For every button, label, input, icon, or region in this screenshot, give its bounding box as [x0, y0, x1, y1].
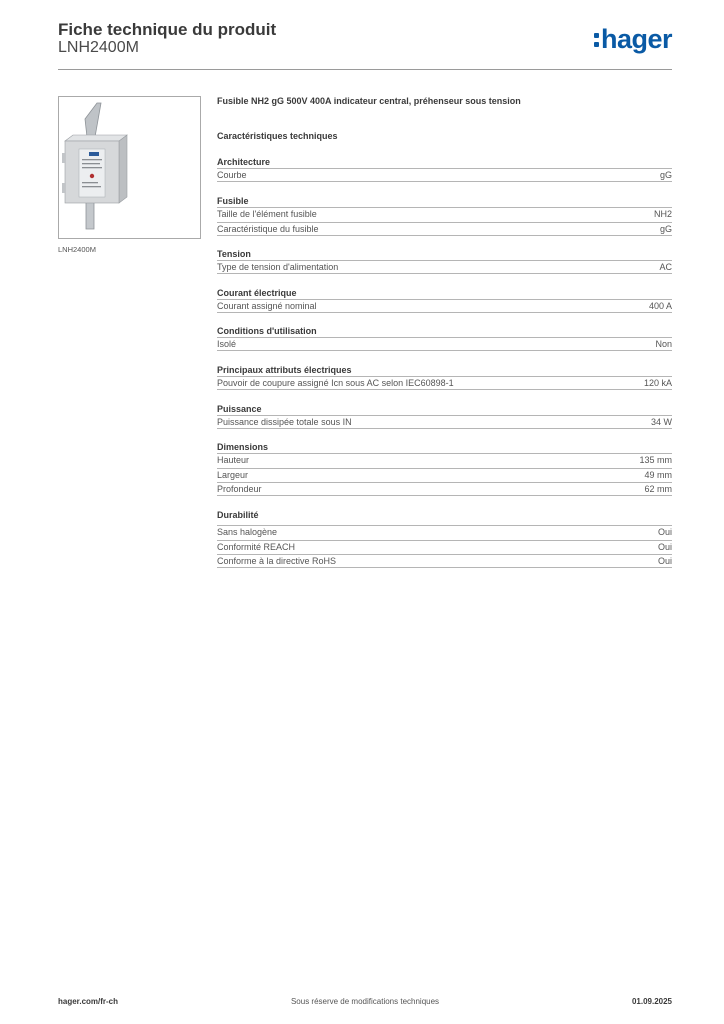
spec-label: Sans halogène: [217, 527, 278, 537]
spec-group-title: Courant électrique: [217, 288, 297, 298]
spec-value: NH2: [653, 209, 672, 219]
spec-row: [217, 554, 672, 568]
spec-group-title: Durabilité: [217, 510, 259, 520]
spec-value: 34 W: [650, 417, 672, 427]
spec-row: [217, 260, 672, 274]
footer-notice: Sous réserve de modifications techniques: [290, 997, 440, 1006]
spec-label: Pouvoir de coupure assigné Icn sous AC selon IEC60898-1: [217, 378, 454, 388]
spec-label: Caractéristique du fusible: [217, 223, 319, 234]
spec-value: 400 A: [648, 301, 672, 311]
logo-text: hager: [600, 24, 672, 54]
spec-group-title: Principaux attributs électriques: [217, 365, 352, 375]
spec-value: 135 mm: [639, 455, 672, 465]
product-description: Fusible NH2 gG 500V 400A indicateur central, préhenseur sous tension: [217, 96, 521, 106]
spec-group-title: Architecture: [217, 157, 271, 167]
page-title: Fiche technique du produit: [58, 20, 277, 39]
logo-dots-icon: [594, 24, 600, 54]
spec-label: Taille de l'élément fusible: [217, 209, 317, 219]
product-reference: LNH2400M: [58, 39, 139, 56]
spec-row: [217, 525, 672, 539]
spec-label: Courant assigné nominal: [217, 301, 317, 311]
spec-row: [217, 168, 672, 182]
spec-row: [217, 222, 672, 236]
spec-label: Type de tension d'alimentation: [217, 262, 339, 272]
spec-value: gG: [659, 223, 672, 234]
spec-label: Conforme à la directive RoHS: [217, 556, 337, 566]
spec-group-title: Fusible: [217, 196, 249, 206]
spec-label: Profondeur: [217, 484, 262, 494]
spec-label: Puissance dissipée totale sous IN: [217, 417, 352, 427]
spec-label: Hauteur: [217, 455, 250, 465]
spec-group-title: Puissance: [217, 404, 262, 414]
spec-value: 120 kA: [643, 378, 672, 388]
spec-value: Oui: [657, 541, 672, 552]
spec-value: Oui: [657, 556, 672, 566]
spec-value: Non: [655, 339, 672, 349]
page-footer: [58, 997, 672, 1011]
spec-row: [217, 376, 672, 390]
specifications-title: Caractéristiques techniques: [217, 131, 338, 141]
header-divider: [58, 69, 672, 70]
spec-row: [217, 299, 672, 313]
spec-row: [217, 337, 672, 351]
spec-group-title: Tension: [217, 249, 251, 259]
footer-date: 01.09.2025: [631, 997, 672, 1006]
spec-value: 49 mm: [644, 469, 672, 480]
nh-fuse-icon: [59, 97, 200, 238]
product-image: [58, 96, 201, 239]
spec-value: Oui: [657, 527, 672, 537]
page-header: [58, 20, 672, 68]
spec-group-title: Dimensions: [217, 442, 269, 452]
spec-label: Conformité REACH: [217, 541, 296, 552]
spec-value: gG: [659, 170, 672, 180]
spec-row: [217, 468, 672, 482]
spec-value: AC: [659, 262, 672, 272]
spec-label: Courbe: [217, 170, 247, 180]
hager-logo: [594, 24, 672, 54]
spec-label: Largeur: [217, 469, 249, 480]
spec-row: [217, 415, 672, 429]
spec-row: [217, 207, 672, 221]
spec-label: Isolé: [217, 339, 237, 349]
spec-row: [217, 453, 672, 467]
spec-value: 62 mm: [644, 484, 672, 494]
product-image-caption: LNH2400M: [58, 245, 96, 254]
spec-group-title: Conditions d'utilisation: [217, 326, 317, 336]
footer-website: hager.com/fr-ch: [58, 997, 119, 1006]
spec-row: [217, 540, 672, 554]
spec-row: [217, 482, 672, 496]
